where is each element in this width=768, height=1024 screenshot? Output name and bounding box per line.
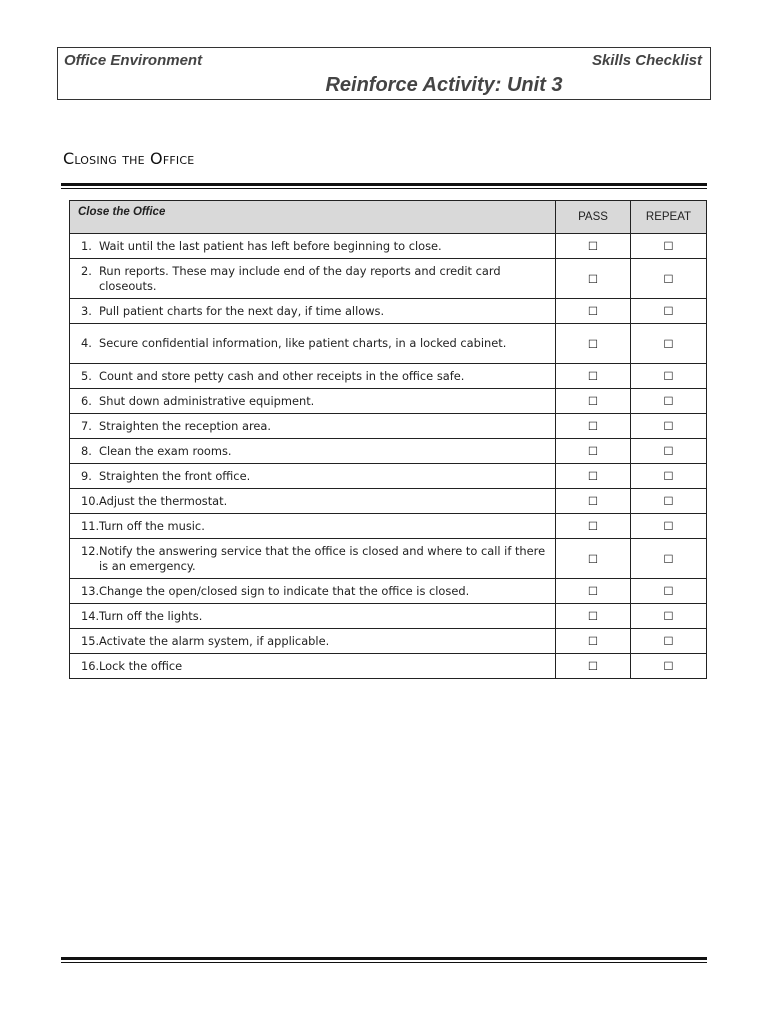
task-number: 2. (81, 263, 92, 278)
task-number: 5. (81, 368, 92, 383)
repeat-checkbox[interactable]: ☐ (631, 539, 707, 579)
task-cell (70, 539, 556, 579)
task-number: 9. (81, 468, 92, 483)
table-row (70, 539, 707, 579)
repeat-checkbox[interactable]: ☐ (631, 259, 707, 299)
pass-checkbox[interactable]: ☐ (556, 234, 631, 259)
task-cell (70, 364, 556, 389)
pass-checkbox[interactable]: ☐ (556, 654, 631, 679)
task-text: Shut down administrative equipment. (99, 393, 315, 408)
task-text: Adjust the thermostat. (99, 493, 228, 508)
bottom-divider (61, 957, 707, 963)
table-row (70, 324, 707, 364)
column-header-repeat: REPEAT (631, 201, 707, 234)
repeat-checkbox[interactable]: ☐ (631, 234, 707, 259)
task-text: Change the open/closed sign to indicate that the office is closed. (99, 583, 470, 598)
repeat-checkbox[interactable]: ☐ (631, 299, 707, 324)
repeat-checkbox[interactable]: ☐ (631, 604, 707, 629)
task-text: Straighten the front office. (99, 468, 251, 483)
task-text: Count and store petty cash and other receipts in the office safe. (99, 368, 465, 383)
pass-checkbox[interactable]: ☐ (556, 364, 631, 389)
table-row (70, 389, 707, 414)
table-row (70, 259, 707, 299)
task-number: 8. (81, 443, 92, 458)
pass-checkbox[interactable]: ☐ (556, 439, 631, 464)
task-text: Turn off the lights. (99, 608, 203, 623)
pass-checkbox[interactable]: ☐ (556, 259, 631, 299)
table-header-row (70, 201, 707, 234)
task-number: 13. (81, 583, 100, 598)
task-number: 6. (81, 393, 92, 408)
repeat-checkbox[interactable]: ☐ (631, 514, 707, 539)
task-text: Secure confidential information, like patient charts, in a locked cabinet. (99, 336, 507, 350)
table-row (70, 514, 707, 539)
table-row (70, 654, 707, 679)
task-text: Lock the office (99, 658, 183, 673)
page-header (57, 47, 711, 100)
task-number: 1. (81, 238, 92, 253)
table-row (70, 414, 707, 439)
task-cell (70, 464, 556, 489)
task-cell (70, 629, 556, 654)
task-cell (70, 259, 556, 299)
task-cell (70, 234, 556, 259)
task-text: Pull patient charts for the next day, if time allows. (99, 303, 385, 318)
repeat-checkbox[interactable]: ☐ (631, 654, 707, 679)
task-number: 3. (81, 303, 92, 318)
pass-checkbox[interactable]: ☐ (556, 539, 631, 579)
task-number: 7. (81, 418, 92, 433)
repeat-checkbox[interactable]: ☐ (631, 464, 707, 489)
task-number: 15. (81, 633, 100, 648)
pass-checkbox[interactable]: ☐ (556, 389, 631, 414)
table-row (70, 234, 707, 259)
column-header-pass: PASS (556, 201, 631, 234)
header-right-label: Skills Checklist (591, 52, 702, 69)
header-left-label: Office Environment (64, 52, 203, 69)
task-cell (70, 324, 556, 364)
repeat-checkbox[interactable]: ☐ (631, 489, 707, 514)
pass-checkbox[interactable]: ☐ (556, 299, 631, 324)
task-cell (70, 604, 556, 629)
task-text: Clean the exam rooms. (99, 443, 232, 458)
pass-checkbox[interactable]: ☐ (556, 604, 631, 629)
top-divider (61, 183, 707, 189)
pass-checkbox[interactable]: ☐ (556, 489, 631, 514)
task-text: Activate the alarm system, if applicable. (99, 633, 330, 648)
task-cell (70, 414, 556, 439)
page-title: Reinforce Activity: Unit 3 (325, 74, 563, 96)
column-header-task: Close the Office (70, 201, 556, 234)
task-text: Notify the answering service that the office is closed and where to call if there is an emergency. (99, 543, 546, 573)
task-cell (70, 654, 556, 679)
table-row (70, 604, 707, 629)
task-cell (70, 389, 556, 414)
task-cell (70, 579, 556, 604)
repeat-checkbox[interactable]: ☐ (631, 629, 707, 654)
task-cell (70, 514, 556, 539)
repeat-checkbox[interactable]: ☐ (631, 579, 707, 604)
repeat-checkbox[interactable]: ☐ (631, 414, 707, 439)
table-row (70, 439, 707, 464)
task-number: 11. (81, 518, 100, 533)
pass-checkbox[interactable]: ☐ (556, 579, 631, 604)
repeat-checkbox[interactable]: ☐ (631, 389, 707, 414)
table-row (70, 464, 707, 489)
task-number: 12. (81, 543, 100, 558)
task-cell (70, 489, 556, 514)
task-cell (70, 439, 556, 464)
task-number: 4. (81, 336, 92, 350)
task-text: Run reports. These may include end of the day reports and credit card closeouts. (99, 263, 501, 293)
task-number: 14. (81, 608, 100, 623)
table-row (70, 299, 707, 324)
pass-checkbox[interactable]: ☐ (556, 629, 631, 654)
table-row (70, 629, 707, 654)
task-text: Wait until the last patient has left before beginning to close. (99, 238, 442, 253)
task-number: 16. (81, 658, 100, 673)
pass-checkbox[interactable]: ☐ (556, 324, 631, 364)
pass-checkbox[interactable]: ☐ (556, 514, 631, 539)
task-text: Straighten the reception area. (99, 418, 272, 433)
table-row (70, 579, 707, 604)
task-number: 10. (81, 493, 100, 508)
repeat-checkbox[interactable]: ☐ (631, 364, 707, 389)
pass-checkbox[interactable]: ☐ (556, 414, 631, 439)
task-text: Turn off the music. (99, 518, 205, 533)
skills-checklist-table (69, 200, 707, 679)
table-row (70, 364, 707, 389)
pass-checkbox[interactable]: ☐ (556, 464, 631, 489)
table-row (70, 489, 707, 514)
section-title: Closing the Office (63, 149, 195, 168)
repeat-checkbox[interactable]: ☐ (631, 439, 707, 464)
task-cell (70, 299, 556, 324)
repeat-checkbox[interactable]: ☐ (631, 324, 707, 364)
